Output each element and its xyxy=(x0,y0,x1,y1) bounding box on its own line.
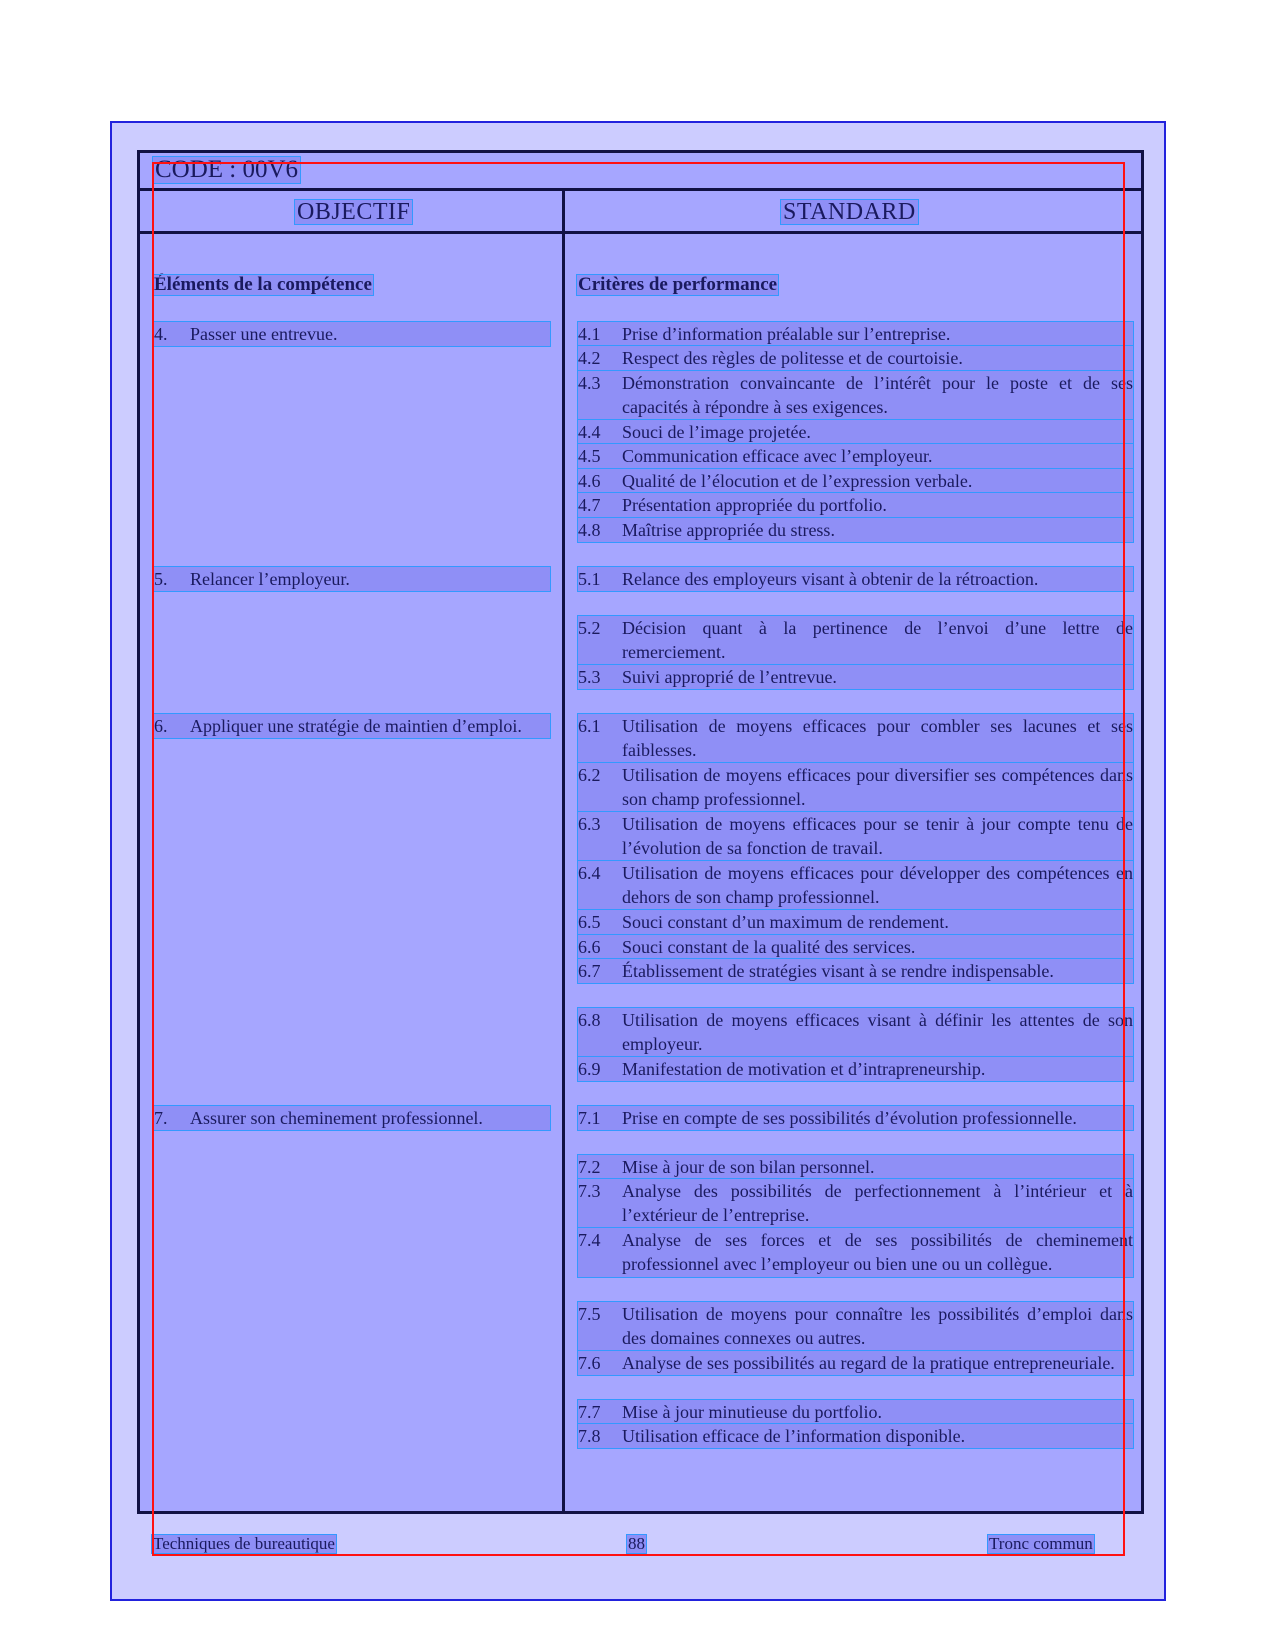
criterion-item: 4.6 Qualité de l’élocution et de l’expression verbale. xyxy=(578,469,1133,493)
competency-table xyxy=(137,150,1144,1514)
criterion-item: 6.3 Utilisation de moyens efficaces pour se tenir à jour compte tenu de l’évolution de sa fonction de travail. xyxy=(578,812,1133,861)
criterion-item: 4.1 Prise d’information préalable sur l’entreprise. xyxy=(578,322,1133,346)
code-row xyxy=(140,153,1141,191)
footer-program: Techniques de bureautique xyxy=(153,1534,335,1553)
criterion-item: 7.5 Utilisation de moyens pour connaître les possibilités d’emploi dans des domaines connexes ou autres. xyxy=(578,1302,1133,1351)
criterion-item: 5.1 Relance des employeurs visant à obtenir de la rétroaction. xyxy=(578,567,1133,591)
criterion-item: 6.8 Utilisation de moyens efficaces visant à définir les attentes de son employeur. xyxy=(578,1008,1133,1057)
criterion-item: 7.7 Mise à jour minutieuse du portfolio. xyxy=(578,1400,1133,1424)
criterion-item: 4.8 Maîtrise appropriée du stress. xyxy=(578,518,1133,542)
column-divider xyxy=(562,191,565,1511)
footer-section: Tronc commun xyxy=(989,1534,1093,1553)
criterion-item: 4.7 Présentation appropriée du portfolio. xyxy=(578,493,1133,517)
criterion-item: 6.4 Utilisation de moyens efficaces pour développer des compétences en dehors de son champ professionnel. xyxy=(578,861,1133,910)
criterion-item: 4.3 Démonstration convaincante de l’intérêt pour le poste et de ses capacités à répondre à ses exigences. xyxy=(578,371,1133,420)
criterion-item: 6.5 Souci constant d’un maximum de rendement. xyxy=(578,910,1133,934)
element-item: 7. Assurer son cheminement professionnel. xyxy=(154,1106,550,1130)
criterion-item: 7.4 Analyse de ses forces et de ses possibilités de cheminement professionnel avec l’employeur ou bien une ou un collègue. xyxy=(578,1228,1133,1277)
criterion-item: 4.2 Respect des règles de politesse et de courtoisie. xyxy=(578,346,1133,370)
header-row xyxy=(140,191,1141,234)
criterion-item: 6.1 Utilisation de moyens efficaces pour combler ses lacunes et ses faiblesses. xyxy=(578,714,1133,763)
criterion-item: 6.2 Utilisation de moyens efficaces pour diversifier ses compétences dans son champ professionnel. xyxy=(578,763,1133,812)
header-standard: STANDARD xyxy=(783,199,916,225)
criterion-item: 5.3 Suivi approprié de l’entrevue. xyxy=(578,665,1133,689)
criterion-item: 6.6 Souci constant de la qualité des services. xyxy=(578,935,1133,959)
section-title-criteria: Critères de performance xyxy=(578,274,778,295)
criterion-item: 6.9 Manifestation de motivation et d’intrapreneurship. xyxy=(578,1057,1133,1081)
criterion-item: 4.5 Communication efficace avec l’employeur. xyxy=(578,444,1133,468)
criterion-item: 7.3 Analyse des possibilités de perfectionnement à l’intérieur et à l’extérieur de l’entreprise. xyxy=(578,1179,1133,1228)
criterion-item: 7.8 Utilisation efficace de l’information disponible. xyxy=(578,1424,1133,1448)
criterion-item: 7.6 Analyse de ses possibilités au regard de la pratique entrepreneuriale. xyxy=(578,1351,1133,1375)
section-title-elements: Éléments de la compétence xyxy=(154,274,372,295)
footer-page-number: 88 xyxy=(628,1534,645,1553)
element-item: 5. Relancer l’employeur. xyxy=(154,567,550,591)
criterion-item: 7.1 Prise en compte de ses possibilités d’évolution professionnelle. xyxy=(578,1106,1133,1130)
competency-code: CODE : 00V6 xyxy=(155,156,299,183)
criterion-item: 5.2 Décision quant à la pertinence de l’envoi d’une lettre de remerciement. xyxy=(578,616,1133,665)
criterion-item: 6.7 Établissement de stratégies visant à se rendre indispensable. xyxy=(578,959,1133,983)
element-item: 6. Appliquer une stratégie de maintien d’emploi. xyxy=(154,714,550,738)
criterion-item: 4.4 Souci de l’image projetée. xyxy=(578,420,1133,444)
criterion-item: 7.2 Mise à jour de son bilan personnel. xyxy=(578,1155,1133,1179)
header-objectif: OBJECTIF xyxy=(297,199,411,225)
element-item: 4. Passer une entrevue. xyxy=(154,322,550,346)
